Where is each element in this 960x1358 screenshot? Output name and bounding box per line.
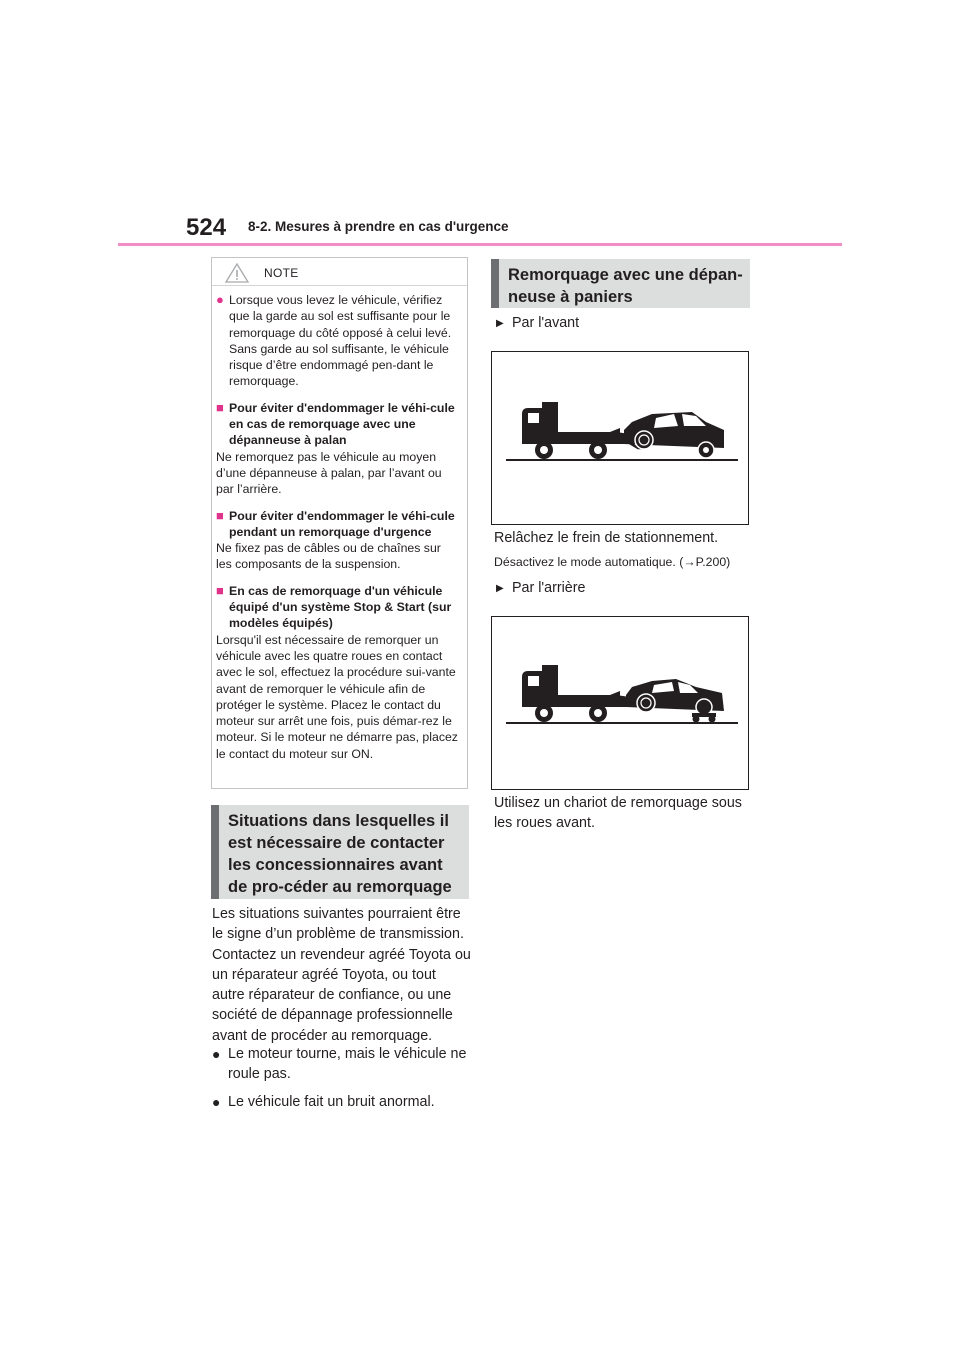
header-rule	[118, 243, 842, 246]
situations-heading: Situations dans lesquelles il est nécessaire de contacter les concessionnaires avant de pro-céder au remorquage	[211, 805, 469, 899]
section-title: 8-2. Mesures à prendre en cas d'urgence	[248, 219, 509, 234]
note-intro	[216, 292, 458, 390]
bullet-square-icon: ■	[216, 582, 224, 598]
triangle-right-icon: ▶	[496, 582, 504, 594]
note-item	[216, 508, 458, 573]
list-item-text: Le véhicule fait un bruit anormal.	[228, 1093, 435, 1110]
bullet-circle-icon: ●	[216, 292, 224, 307]
tow-truck-front-illustration	[492, 352, 748, 524]
remorquage-heading: Remorquage avec une dépan-neuse à paniers	[491, 259, 750, 308]
avant-label-row	[496, 315, 579, 331]
note-box	[211, 257, 468, 789]
figure-tow-rear	[491, 616, 749, 790]
avant-note: Désactivez le mode automatique. (→P.200)	[494, 555, 731, 569]
note-intro-text: Lorsque vous levez le véhicule, vérifiez que la garde au sol est suffisante pour le remorquage du côté opposé à celui levé. Sans garde au sol suffisante, le véhicule risque d’être endommagé pen-dant le remorquage.	[229, 293, 452, 389]
list-item	[212, 1044, 470, 1085]
bullet-dot-icon: ●	[212, 1093, 221, 1110]
triangle-right-icon: ▶	[496, 317, 504, 329]
bullet-square-icon: ■	[216, 399, 224, 415]
avant-instruction: Relâchez le frein de stationnement.	[494, 530, 719, 546]
arriere-instruction: Utilisez un chariot de remorquage sous les roues avant.	[494, 795, 742, 832]
note-item-head: Pour éviter d'endommager le véhi-cule en cas de remorquage avec une dépanneuse à palan	[229, 400, 455, 448]
bullet-dot-icon: ●	[212, 1046, 221, 1062]
arriere-label-row	[496, 580, 585, 596]
avant-label: Par l'avant	[512, 315, 580, 331]
warning-triangle-icon	[224, 262, 250, 284]
arriere-label: Par l'arrière	[512, 580, 586, 596]
figure-tow-front	[491, 351, 749, 525]
tow-truck-rear-illustration	[492, 617, 748, 789]
note-item-body: Lorsqu'il est nécessaire de remorquer un véhicule avec les quatre roues en contact avec le sol, effectuez la procédure sui-vante avant de remorquer le véhicule afin de protéger le système. Placez le contact du moteur sur arrêt une fois, puis démar-rez le moteur. Si le moteur ne démarre pas, placez le contact du moteur sur ON.	[216, 632, 458, 761]
note-item-body: Ne remorquez pas le véhicule au moyen d’une dépanneuse à palan, par l’avant ou par l’arrière.	[216, 449, 442, 497]
note-header	[212, 261, 467, 283]
list-item-text: Le moteur tourne, mais le véhicule ne roule pas.	[228, 1046, 467, 1083]
note-divider	[212, 285, 467, 286]
page-number: 524	[186, 214, 227, 241]
note-item	[216, 400, 458, 498]
note-item-head: En cas de remorquage d'un véhicule équipé d'un système Stop & Start (sur modèles équipés)	[229, 583, 452, 631]
note-label: NOTE	[264, 266, 299, 280]
note-item	[216, 583, 458, 762]
bullet-square-icon: ■	[216, 507, 224, 523]
situations-paragraph: Les situations suivantes pourraient être le signe d’un problème de transmission. Contactez un revendeur agréé Toyota ou un réparateur agréé Toyota, ou tout autre réparateur de confiance, ou une société de dépannage professionnelle avant de procéder au remorquage.	[212, 906, 471, 1044]
note-item-head: Pour éviter d'endommager le véhi-cule pendant un remorquage d'urgence	[229, 508, 455, 539]
note-item-body: Ne fixez pas de câbles ou de chaînes sur les composants de la suspension.	[216, 541, 441, 572]
situations-list	[212, 1044, 470, 1119]
list-item	[212, 1092, 470, 1112]
